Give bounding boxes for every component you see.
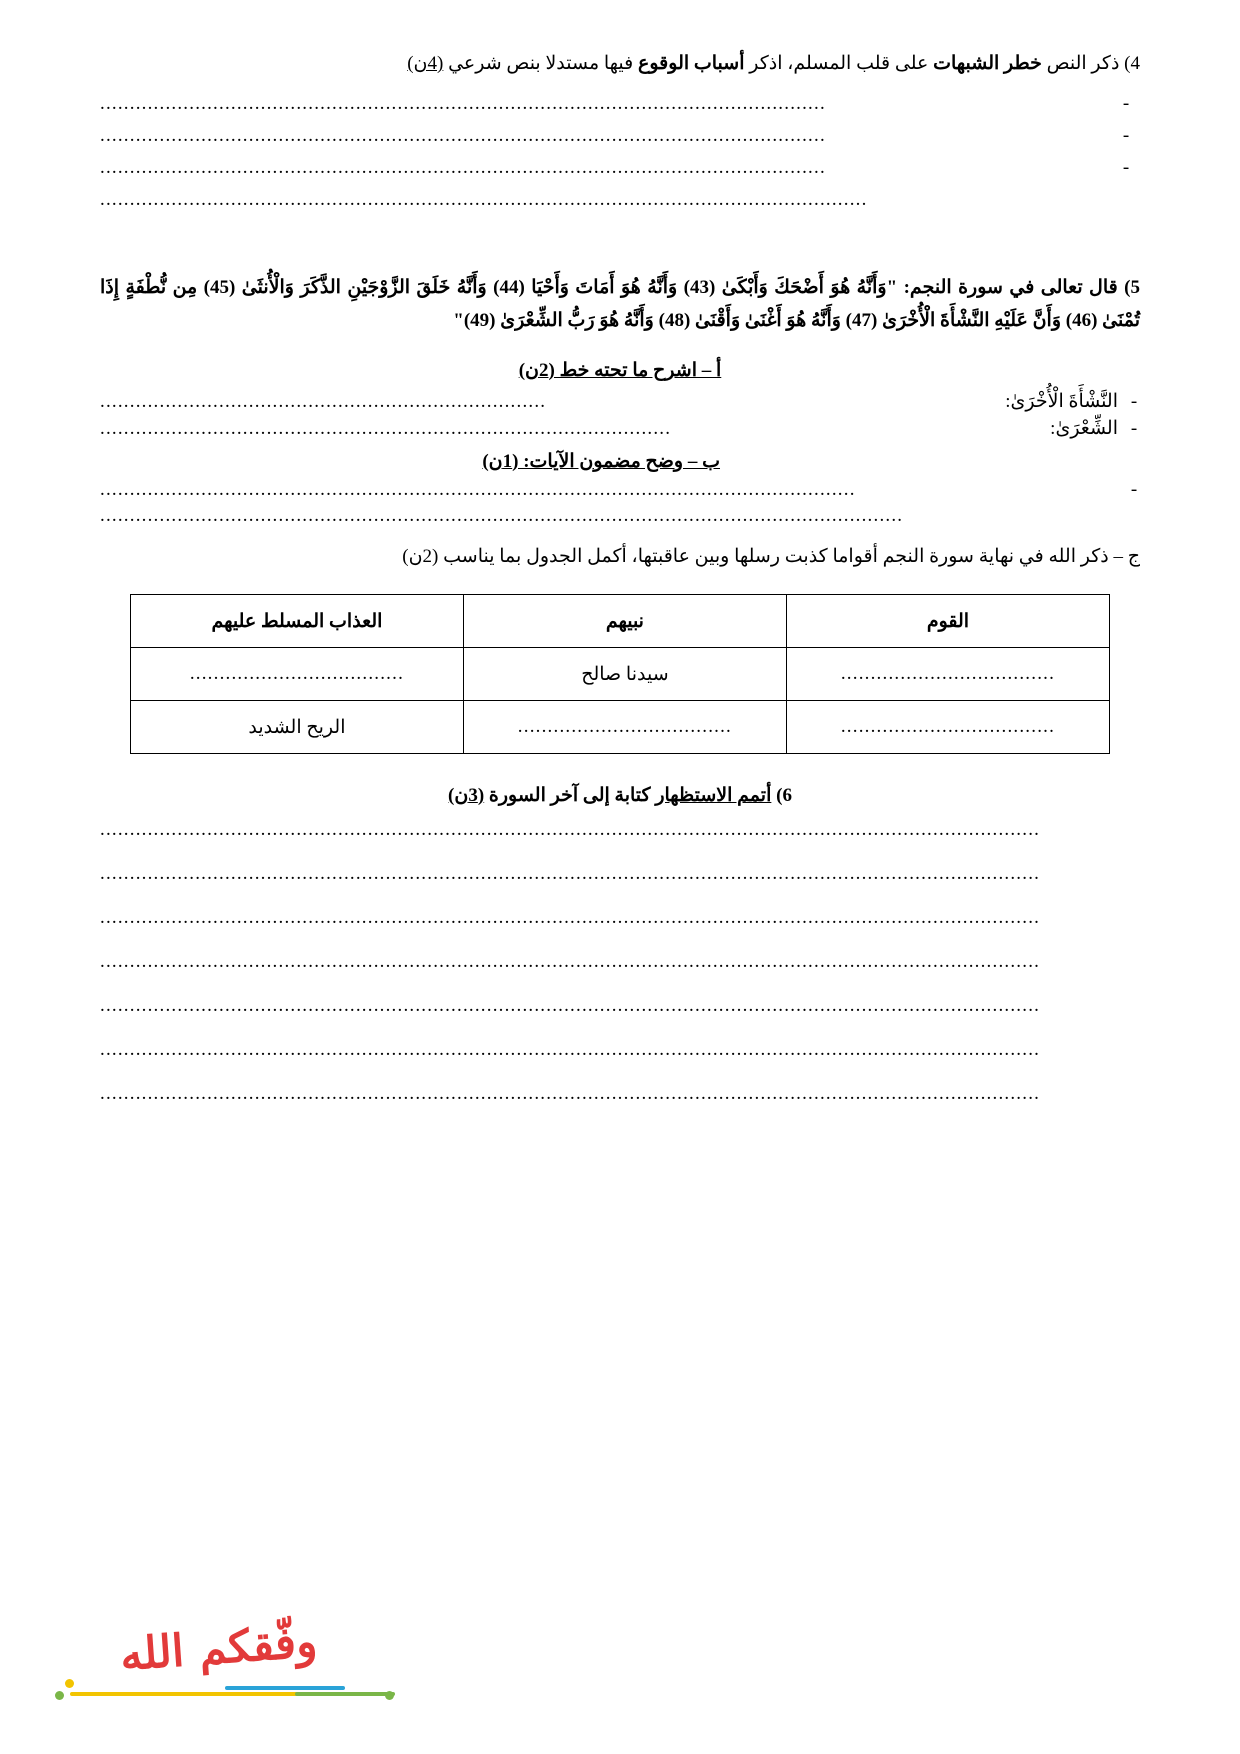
table-cell[interactable] — [786, 701, 1109, 754]
dotted-line: ............................................................................................................................... — [100, 479, 856, 500]
dotted-line: .............................................................................................................................................................. — [100, 951, 1041, 972]
table-cell[interactable] — [786, 648, 1109, 701]
question-6 — [100, 784, 1140, 1105]
q5-intro: 5) قال تعالى في سورة النجم: — [903, 276, 1140, 298]
bullet-dash: - — [1130, 391, 1138, 412]
question-5-verse — [100, 271, 1140, 338]
bullet-dash: - — [1130, 479, 1138, 500]
table-cell: سيدنا صالح — [463, 648, 786, 701]
rule-segment-green — [295, 1692, 395, 1696]
table-cell[interactable] — [131, 648, 464, 701]
table-cell: الريح الشديد — [131, 701, 464, 754]
dotted-line: ........................................................................... — [100, 391, 547, 412]
question-5-part-b-heading: ب – وضح مضمون الآيات: (1ن) — [482, 451, 720, 472]
q6-title: أتمم الاستظهار — [655, 785, 772, 806]
answer-line[interactable] — [100, 189, 1132, 211]
word-to-explain: النَّشْأَةَ الْأُخْرَىٰ: — [1005, 391, 1118, 412]
dot-green-icon — [55, 1691, 64, 1700]
dotted-line: .................................... — [517, 716, 732, 737]
dotted-line: .............................................................................................................................................................. — [100, 907, 1041, 928]
dotted-line: ................................................................................................................................. — [100, 188, 868, 210]
question-4-text — [100, 50, 1140, 79]
dotted-line: .................................... — [840, 716, 1056, 737]
rule-segment-yellow — [70, 1692, 300, 1696]
answer-line[interactable] — [100, 479, 1140, 501]
q4-marks: (4ن) — [407, 53, 444, 74]
dotted-line: .............................................................................................................................................................. — [100, 1039, 1041, 1060]
question-5-part-c-text: ج – ذكر الله في نهاية سورة النجم أقواما كذبت رسلها وبين عاقبتها، أكمل الجدول بما يناسب (2ن) — [402, 546, 1140, 567]
q6-marks: (3ن) — [448, 785, 485, 806]
question-5 — [100, 271, 1140, 755]
table-row — [131, 648, 1110, 701]
answer-line[interactable] — [100, 157, 1132, 179]
q6-title-rest: كتابة إلى آخر السورة — [484, 785, 656, 806]
explain-word-row[interactable] — [100, 417, 1140, 440]
q4-part-2: على قلب المسلم، اذكر — [744, 53, 934, 74]
footer-rule — [45, 1692, 1195, 1698]
explain-word-row[interactable] — [100, 390, 1140, 413]
dotted-line: .................................... — [189, 663, 405, 684]
table-header-cell: العذاب المسلط عليهم — [131, 595, 464, 648]
q4-part-1: 4) ذكر النص — [1041, 53, 1140, 74]
dotted-line: .......................................................................................................................... — [100, 156, 826, 178]
dotted-line: .............................................................................................................................................................. — [100, 819, 1041, 840]
bullet-dash: - — [1122, 124, 1130, 146]
peoples-table — [130, 594, 1110, 754]
dotted-line: .............................................................................................................................................................. — [100, 863, 1041, 884]
question-4 — [100, 50, 1140, 211]
footer-decoration — [0, 1562, 1240, 1732]
dotted-line: .......................................................................................................................... — [100, 124, 826, 146]
dotted-line: .............................................................................................................................................................. — [100, 1083, 1041, 1104]
question-5-part-a-heading: أ – اشرح ما تحته خط (2ن) — [518, 360, 722, 381]
dotted-line: .............................................................................................................................................................. — [100, 995, 1041, 1016]
dotted-line: ....................................................................................................................................... — [100, 505, 904, 526]
bullet-dash: - — [1130, 418, 1138, 439]
table-row — [131, 701, 1110, 754]
dot-yellow-icon — [65, 1679, 74, 1688]
question-6-heading — [100, 784, 1140, 807]
footer-message: وفّقكم الله — [118, 1616, 319, 1681]
dotted-line: ................................................................................................ — [100, 418, 672, 439]
bullet-dash: - — [1122, 92, 1130, 114]
question-4-answer-lines — [100, 93, 1140, 211]
q4-bold-2: أسباب الوقوع — [638, 53, 745, 74]
question-6-answer-lines[interactable] — [100, 819, 1140, 1105]
bullet-dash: - — [1122, 156, 1130, 178]
table-header-row — [131, 595, 1110, 648]
table-cell[interactable] — [463, 701, 786, 754]
answer-line[interactable] — [100, 93, 1132, 115]
q4-bold-1: خطر الشبهات — [933, 53, 1042, 74]
q5-quran-text: "وَأَنَّهُ هُوَ أَضْحَكَ وَأَبْكَىٰ (43) وَأَنَّهُ هُوَ أَمَاتَ وَأَحْيَا (44) وَأَنَّهُ خَلَقَ الزَّوْجَيْنِ الذَّكَرَ وَالْأُنثَىٰ (45) مِن نُّطْفَةٍ إِذَا تُمْنَىٰ (46) وَأَنَّ عَلَيْهِ النَّشْأَةَ الْأُخْرَىٰ (47) وَأَنَّهُ هُوَ أَغْنَىٰ وَأَقْنَىٰ (48) وَأَنَّهُ هُوَ رَبُّ الشِّعْرَىٰ (49)" — [100, 276, 1140, 331]
dotted-line: .......................................................................................................................... — [100, 92, 826, 114]
table-header-cell: القوم — [786, 595, 1109, 648]
dotted-line: .................................... — [840, 663, 1056, 684]
answer-line[interactable] — [100, 125, 1132, 147]
q4-part-3: فيها مستدلا بنص شرعي — [443, 53, 639, 74]
answer-line[interactable] — [100, 505, 1140, 527]
dot-green-icon — [385, 1691, 394, 1700]
table-header-cell: نبيهم — [463, 595, 786, 648]
rule-segment-blue — [225, 1686, 345, 1690]
q6-number: 6) — [776, 785, 792, 806]
word-to-explain: الشِّعْرَىٰ: — [1050, 418, 1118, 439]
